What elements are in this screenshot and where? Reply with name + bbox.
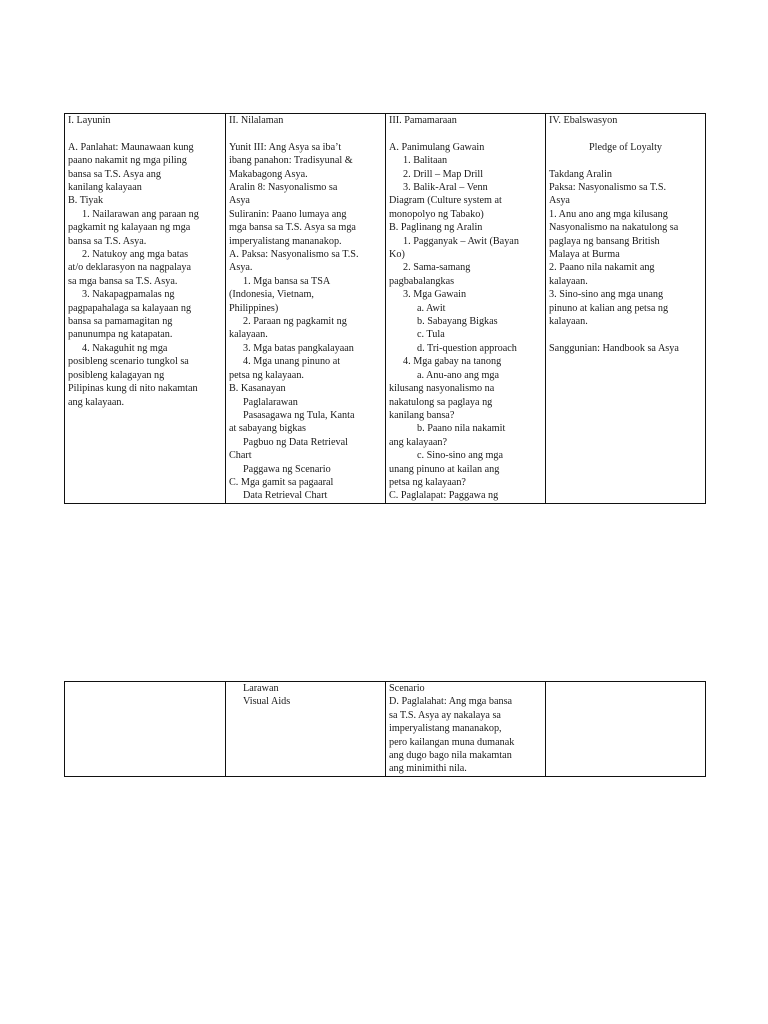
text-line: Nasyonalismo na nakatulong sa [549, 222, 679, 234]
text-line: a. Awit [417, 302, 446, 314]
text-line: 1. Nailarawan ang paraan ng [82, 208, 199, 220]
text-line: Malaya at Burma [549, 249, 620, 261]
text-line: Diagram (Culture system at [389, 195, 502, 207]
text-line: imperyalistang mananakop, [389, 723, 502, 735]
text-line: mga bansa sa T.S. Asya sa mga [229, 222, 356, 234]
text-line: posibleng scenario tungkol sa [68, 356, 189, 368]
text-line: ibang panahon: Tradisyunal & [229, 155, 353, 167]
text-line: Makabagong Asya. [229, 168, 308, 180]
lesson-plan-table [64, 113, 706, 504]
text-line: 3. Sino-sino ang mga unang [549, 289, 664, 301]
text-line: B. Paglinang ng Aralin [389, 222, 483, 234]
text-line: Data Retrieval Chart [243, 490, 328, 502]
text-line: Paglalarawan [243, 396, 298, 408]
column-header: I. Layunin [68, 115, 111, 126]
text-line: ang minimithi nila. [389, 763, 467, 775]
text-line: Takdang Aralin [549, 168, 612, 180]
text-line: Pilipinas kung di nito nakamtan [68, 383, 198, 395]
text-line: 4. Mga unang pinuno at [243, 356, 341, 368]
text-line: d. Tri-question approach [417, 342, 517, 354]
column-header: III. Pamamaraan [389, 115, 457, 126]
text-line: b. Sabayang Bigkas [417, 316, 498, 328]
text-line: 3. Mga Gawain [403, 289, 467, 301]
text-line: Ko) [389, 249, 405, 261]
column-nilalaman [226, 114, 386, 504]
text-line: 3. Mga batas pangkalayaan [243, 342, 354, 354]
text-line: A. Paksa: Nasyonalismo sa T.S. [229, 249, 359, 261]
text-line: at sabayang bigkas [229, 423, 306, 435]
text-line: Asya [229, 195, 250, 207]
text-line: posibleng kalagayan ng [68, 369, 165, 381]
column-ebalwasyon [546, 114, 706, 504]
text-line: sa T.S. Asya ay nakalaya sa [389, 709, 501, 721]
text-line [68, 127, 222, 140]
text-line: 1. Pagganyak – Awit (Bayan [403, 235, 519, 247]
text-line: Scenario [389, 683, 425, 694]
text-line: kalayaan. [549, 275, 588, 287]
text-line: at/o deklarasyon na nagpalaya [68, 262, 192, 274]
text-line: bansa sa T.S. Asya. [68, 235, 147, 247]
text-line: Philippines) [229, 302, 279, 314]
text-line: kilusang nasyonalismo na [389, 383, 495, 395]
text-line: 2. Paraan ng pagkamit ng [243, 316, 347, 328]
text-line: Paggawa ng Scenario [243, 463, 331, 475]
text-line: paano nakamit ng mga piling [68, 155, 187, 167]
text-line: panunumpa ng katapatan. [68, 329, 173, 341]
column-header: IV. Ebalswasyon [549, 115, 618, 126]
text-line: B. Tiyak [68, 195, 104, 207]
text-line: Chart [229, 450, 252, 462]
text-line: Pledge of Loyalty [589, 141, 662, 153]
text-line: kalayaan. [229, 329, 268, 341]
text-line: petsa ng kalayaan. [229, 369, 304, 381]
text-line: Aralin 8: Nasyonalismo sa [229, 182, 338, 194]
text-line: (Indonesia, Vietnam, [229, 289, 314, 301]
text-line: 3. Nakapagpamalas ng [82, 289, 175, 301]
text-line: Asya [549, 195, 570, 207]
text-line: Yunit III: Ang Asya sa iba’t [229, 141, 342, 153]
text-line: 2. Natukoy ang mga batas [82, 249, 189, 261]
text-line: ang dugo bago nila makamtan [389, 750, 512, 762]
text-line: kanilang bansa? [389, 409, 455, 421]
text-line: D. Paglalahat: Ang mga bansa [389, 696, 513, 708]
text-line: bansa sa pamamagitan ng [68, 316, 173, 328]
text-line: c. Sino-sino ang mga [417, 450, 504, 462]
text-line [549, 154, 702, 167]
text-line: 4. Mga gabay na tanong [403, 356, 502, 368]
column-pamamaraan [386, 114, 546, 504]
column-layunin [65, 114, 226, 504]
text-line [549, 127, 702, 140]
text-line: Suliranin: Paano lumaya ang [229, 208, 347, 220]
text-line: 1. Balitaan [403, 155, 448, 167]
text-line: 2. Paano nila nakamit ang [549, 262, 655, 274]
text-line: unang pinuno at kailan ang [389, 463, 500, 475]
lesson-plan-table-continued [64, 681, 706, 777]
text-line: imperyalistang mananakop. [229, 235, 342, 247]
text-line: pinuno at kalian ang petsa ng [549, 302, 669, 314]
text-line: C. Paglalapat: Paggawa ng [389, 490, 499, 502]
text-line: Pasasagawa ng Tula, Kanta [243, 409, 355, 421]
text-line [389, 127, 542, 140]
text-line: 1. Anu ano ang mga kilusang [549, 208, 668, 220]
text-line: bansa sa T.S. Asya ang [68, 168, 161, 180]
text-line: A. Panlahat: Maunawaan kung [68, 141, 194, 153]
text-line: b. Paano nila nakamit [417, 423, 506, 435]
text-line: Larawan [243, 683, 279, 694]
text-line: pagbabalangkas [389, 275, 455, 287]
text-line: c. Tula [417, 329, 445, 341]
text-line: a. Anu-ano ang mga [417, 369, 500, 381]
text-line: petsa ng kalayaan? [389, 476, 466, 488]
text-line: A. Panimulang Gawain [389, 141, 485, 153]
text-line: sa mga bansa sa T.S. Asya. [68, 275, 178, 287]
column-pamamaraan-cont [386, 682, 546, 777]
text-line: C. Mga gamit sa pagaaral [229, 476, 334, 488]
text-line: pagpapahalaga sa kalayaan ng [68, 302, 192, 314]
text-line: paglaya ng bansang British [549, 235, 660, 247]
text-line: 3. Balik-Aral – Venn [403, 182, 488, 194]
text-line: ang kalayaan? [389, 436, 447, 448]
text-line [549, 328, 702, 341]
text-line: kalayaan. [549, 316, 588, 328]
text-line: 2. Drill – Map Drill [403, 168, 484, 180]
text-line: 1. Mga bansa sa TSA [243, 275, 331, 287]
column-ebalwasyon-cont [546, 682, 706, 777]
text-line: ang kalayaan. [68, 396, 125, 408]
text-line: Sanggunian: Handbook sa Asya [549, 342, 679, 354]
text-line: 2. Sama-samang [403, 262, 471, 274]
column-header: II. Nilalaman [229, 115, 284, 126]
text-line: B. Kasanayan [229, 383, 286, 395]
text-line: Paksa: Nasyonalismo sa T.S. [549, 182, 667, 193]
text-line: kanilang kalayaan [68, 182, 142, 194]
column-nilalaman-cont [226, 682, 386, 777]
column-layunin-cont [65, 682, 226, 777]
text-line: pagkamit ng kalayaan ng mga [68, 222, 191, 234]
text-line: nakatulong sa paglaya ng [389, 396, 493, 408]
text-line: pero kailangan muna dumanak [389, 736, 515, 748]
text-line [229, 127, 382, 140]
text-line: monopolyo ng Tabako) [389, 208, 484, 220]
text-line: Asya. [229, 262, 253, 274]
text-line: Pagbuo ng Data Retrieval [243, 436, 348, 448]
text-line: Visual Aids [243, 696, 291, 708]
text-line: 4. Nakaguhit ng mga [82, 342, 168, 354]
